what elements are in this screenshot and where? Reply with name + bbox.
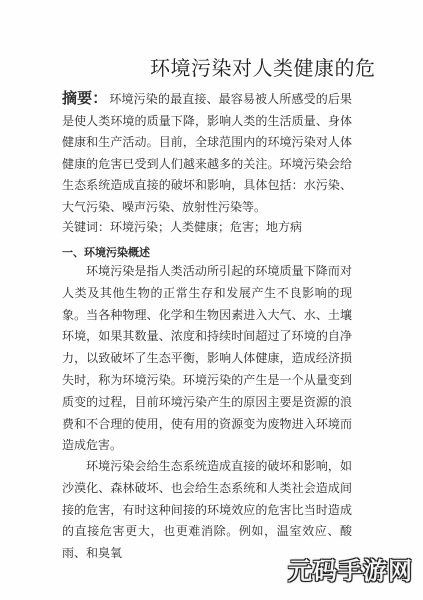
- site-watermark-logo: 元码手游网: [288, 557, 413, 585]
- body-paragraph-2: 环境污染会给生态系统造成直接的破坏和影响，如沙漠化、森林破坏、也会给生态系统和人类社会造成间接的危害，有时这种间接的环境效应的危害比当时造成的直接危害更大，也更难消除。例如，温室效应、酸雨、和臭氧: [62, 459, 352, 561]
- section-heading: 一、环境污染概述: [62, 246, 150, 259]
- document-title: 环境污染对人类健康的危: [150, 56, 376, 80]
- body-paragraph-1: 环境污染是指人类活动所引起的环境质量下降而对人类及其他生物的正常生存和发展产生不良影响的现象。当各种物理、化学和生物因素进入大气、水、土壤环境，如果其数量、浓度和持续时间超过了环境的自净力，以致破坏了生态平衡，影响人体健康，造成经济损失时，称为环境污染。环境污染的产生是一个从量变到质变的过程，目前环境污染产生的原因主要是资源的浪费和不合理的使用，使有用的资源变为废物进入环境而造成危害。: [62, 264, 352, 453]
- abstract-label: 摘要：: [62, 89, 108, 107]
- keywords-line: 关键词：环境污染；人类健康；危害；地方病: [62, 220, 303, 234]
- abstract-text: 环境污染的最直接、最容易被人所感受的后果是使人类环境的质量下降，影响人类的生活质量、身体健康和生产活动。目前，全球范围内的环境污染对人体健康的危害已受到人们越来越多的关注。环境污染会给生态系统造成直接的破坏和影响，具体包括：水污染、大气污染、噪声污染、放射性污染等。: [62, 92, 352, 214]
- abstract-block: [62, 88, 352, 219]
